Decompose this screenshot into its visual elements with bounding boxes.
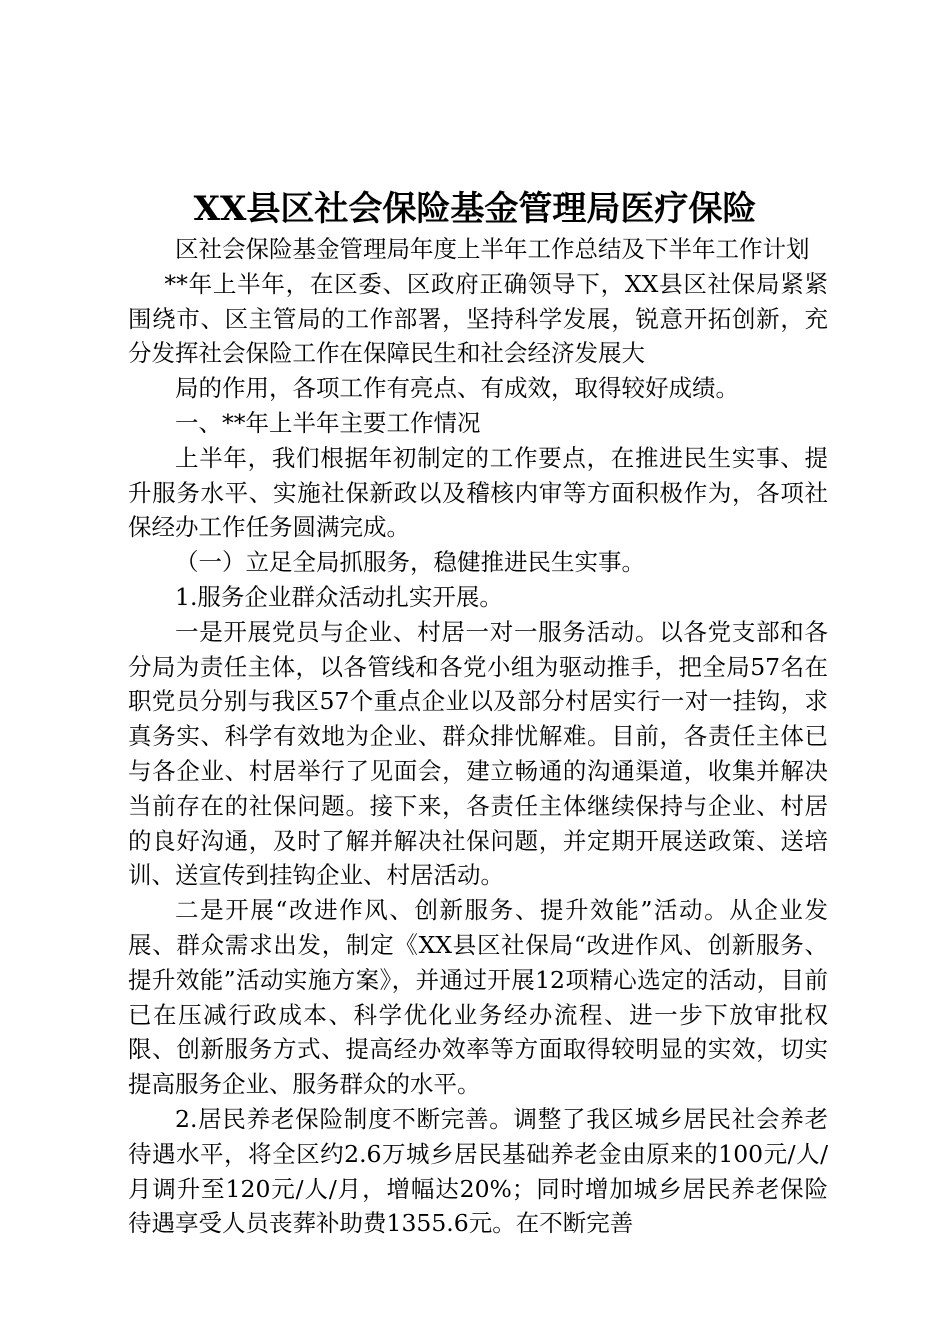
paragraph-subtitle: 区社会保险基金管理局年度上半年工作总结及下半年工作计划 (175, 235, 810, 263)
paragraph-overview: 上半年，我们根据年初制定的工作要点，在推进民生实事、提升服务水平、实施社保新政以及稽核内审等方面积极作为，各项社保经办工作任务圆满完成。 (128, 443, 828, 542)
item-heading-1: 1.服务企业群众活动扎实开展。 (175, 582, 503, 611)
paragraph-party-service: 一是开展党员与企业、村居一对一服务活动。以各党支部和各分局为责任主体，以各管线和各党小组为驱动推手，把全局57名在职党员分别与我区57个重点企业以及部分村居实行一对一挂钩，求真务实、科学有效地为企业、群众排忧解难。目前，各责任主体已与各企业、村居举行了见面会，建立畅通的沟通渠道，收集并解决当前存在的社保问题。接下来，各责任主体继续保持与企业、村居的良好沟通，及时了解并解决社保问题，并定期开展送政策、送培训、送宣传到挂钩企业、村居活动。 (128, 617, 828, 890)
paragraph-intro-continued: 局的作用，各项工作有亮点、有成效，取得较好成绩。 (175, 374, 739, 403)
paragraph-style-improvement: 二是开展“改进作风、创新服务、提升效能”活动。从企业发展、群众需求出发，制定《XX县区社保局“改进作风、创新服务、提升效能”活动实施方案》，并通过开展12项精心选定的活动，目前已在压减行政成本、科学优化业务经办流程、进一步下放审批权限、创新服务方式、提高经办效率等方面取得较明显的实效，切实提高服务企业、服务群众的水平。 (128, 896, 828, 1099)
paragraph-intro: **年上半年，在区委、区政府正确领导下，XX县区社保局紧紧围绕市、区主管局的工作部署，坚持科学发展，锐意开拓创新，充分发挥社会保险工作在保障民生和社会经济发展大 (128, 269, 828, 368)
subsection-heading-1: （一）立足全局抓服务，稳健推进民生实事。 (175, 548, 645, 577)
document-title: XX县区社会保险基金管理局医疗保险 (193, 189, 757, 229)
paragraph-pension: 2.居民养老保险制度不断完善。调整了我区城乡居民社会养老待遇水平，将全区约2.6万城乡居民基础养老金由原来的100元/人/月调升至120元/人/月，增幅达20%；同时增加城乡居民养老保险待遇享受人员丧葬补助费1355.6元。在不断完善 (128, 1104, 828, 1238)
document-body (128, 232, 828, 1241)
section-heading-1: 一、**年上半年主要工作情况 (175, 408, 481, 437)
